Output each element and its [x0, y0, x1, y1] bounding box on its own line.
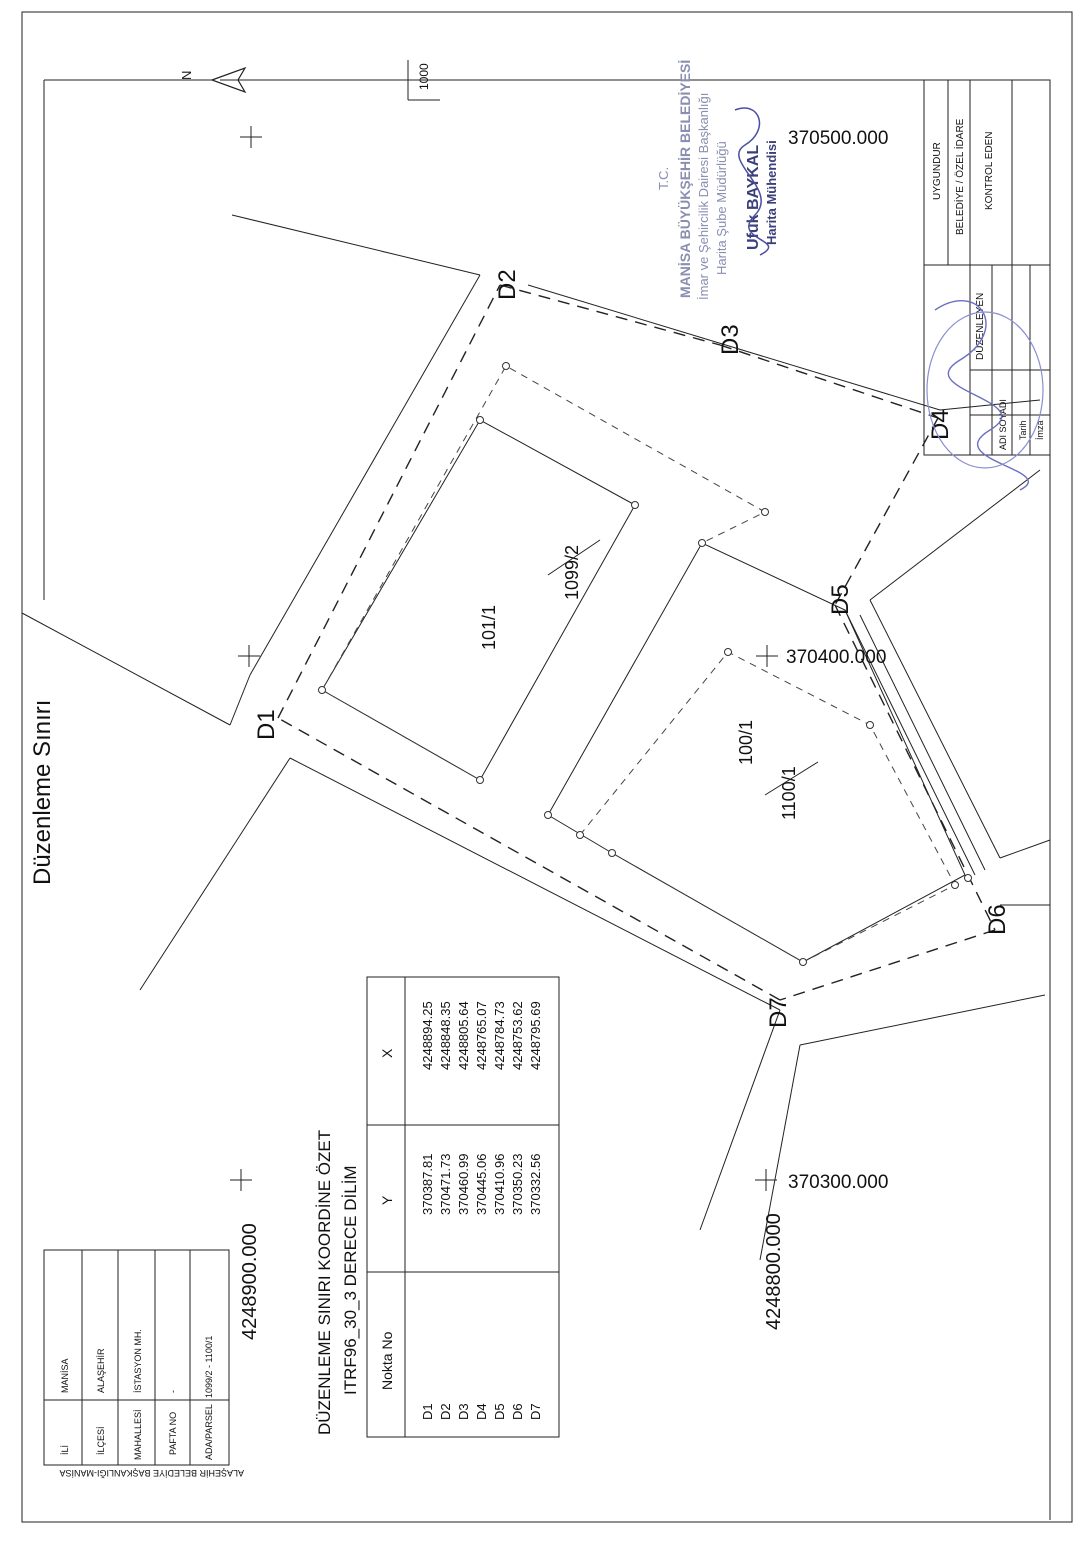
grid-label-x-4248900: 4248900.000	[239, 1223, 261, 1340]
stamp-line1: T.C.	[656, 166, 671, 190]
info-box	[44, 1250, 244, 1478]
stamp-title: Harita Mühendisi	[764, 140, 779, 245]
info-ilce-label: İLÇESİ	[96, 1426, 106, 1455]
parcel-1099-2-outer	[322, 366, 765, 690]
info-pafta-label: PAFTA NO	[168, 1411, 178, 1455]
approval-duzenleyen: DÜZENLEYEN	[975, 292, 986, 360]
parcel-label-1099-2: 1099/2	[562, 544, 582, 600]
info-il-value: MANİSA	[60, 1358, 70, 1393]
parcel-100-1	[548, 543, 965, 962]
coord-cell-x: 4248795.69	[528, 1001, 543, 1070]
parcel-label-101-1: 101/1	[479, 604, 499, 650]
coord-cell-x: 4248894.25	[420, 1001, 435, 1070]
regulation-boundary	[278, 285, 995, 1000]
coord-cell-x: 4248848.35	[438, 1001, 453, 1070]
coord-cell-y: 370471.73	[438, 1153, 453, 1215]
coord-cell-y: 370460.99	[456, 1153, 471, 1215]
coord-cell-x: 4248753.62	[510, 1001, 525, 1070]
road-lines	[22, 215, 1050, 1260]
coord-header-nokta: Nokta No	[379, 1331, 395, 1390]
point-label-d6: D6	[984, 904, 1011, 935]
coord-cell-no: D3	[456, 1403, 471, 1420]
point-label-d2: D2	[494, 269, 521, 300]
parcel-label-100-1: 100/1	[736, 719, 756, 765]
info-footer: ALAŞEHİR BELEDİYE BAŞKANLIĞI-MANİSA	[59, 1468, 244, 1478]
approval-imza: İmza	[1035, 420, 1045, 440]
grid-label-x-4248800: 4248800.000	[763, 1213, 785, 1330]
coord-cell-no: D7	[528, 1403, 543, 1420]
coord-cell-x: 4248765.07	[474, 1001, 489, 1070]
stamp-line2: MANİSA BÜYÜKŞEHİR BELEDİYESİ	[677, 59, 693, 298]
coord-header-y: Y	[379, 1195, 395, 1205]
coord-cell-y: 370387.81	[420, 1153, 435, 1215]
boundary-label: Düzenleme Sınırı	[29, 699, 56, 885]
stamp-line3: İmar ve Şehircilik Dairesi Başkanlığı	[696, 92, 711, 300]
approval-kontrol: KONTROL EDEN	[984, 131, 995, 210]
coord-cell-no: D2	[438, 1403, 453, 1420]
coord-cell-y: 370350.23	[510, 1153, 525, 1215]
parcel-101-1	[322, 420, 635, 780]
grid-label-y-370400: 370400.000	[786, 647, 887, 668]
point-label-d5: D5	[827, 584, 854, 615]
scale-label: 1000	[417, 63, 431, 90]
approval-belediye: BELEDİYE / ÖZEL İDARE	[955, 118, 966, 235]
municipality-stamp	[656, 60, 779, 300]
coord-cell-no: D1	[420, 1403, 435, 1420]
approval-adi-soyadi: ADI SOYADI	[998, 399, 1008, 450]
north-arrow-icon	[179, 68, 260, 92]
coordinate-table	[315, 977, 559, 1437]
info-ada-value: 1099/2 - 1100/1	[204, 1335, 214, 1398]
coord-cell-x: 4248784.73	[492, 1001, 507, 1070]
coord-cell-x: 4248805.64	[456, 1001, 471, 1070]
coord-cell-y: 370445.06	[474, 1153, 489, 1215]
map-border	[44, 80, 1050, 1520]
coord-header-x: X	[379, 1048, 395, 1058]
point-label-d3: D3	[717, 324, 744, 355]
coord-cell-no: D5	[492, 1403, 507, 1420]
coord-table-title1: DÜZENLEME SINIRI KOORDİNE ÖZET	[315, 1129, 334, 1435]
coord-cell-y: 370332.56	[528, 1153, 543, 1215]
coord-table-title2: ITRF96_30_3 DERECE DİLİM	[341, 1165, 360, 1395]
info-mahalle-label: MAHALLESİ	[133, 1409, 143, 1460]
north-label: N	[179, 70, 194, 80]
grid-label-y-370300: 370300.000	[788, 1172, 889, 1193]
coord-cell-no: D6	[510, 1403, 525, 1420]
info-mahalle-value: İSTASYON MH.	[133, 1329, 143, 1393]
info-ada-label: ADA/PARSEL	[204, 1404, 214, 1460]
point-label-d1: D1	[253, 709, 280, 740]
coord-cell-y: 370410.96	[492, 1153, 507, 1215]
info-il-label: İLİ	[60, 1444, 70, 1455]
parcel-label-1100-1: 1100/1	[779, 766, 799, 820]
grid-label-y-370500: 370500.000	[788, 128, 889, 149]
approval-uygundur: UYGUNDUR	[932, 142, 943, 200]
info-ilce-value: ALAŞEHİR	[96, 1348, 106, 1393]
stamp-name: Ufuk BAYKAL	[745, 144, 762, 250]
coord-rows	[420, 1001, 543, 1420]
coord-cell-no: D4	[474, 1403, 489, 1420]
point-label-d4: D4	[927, 409, 954, 440]
info-pafta-value: -	[168, 1390, 178, 1393]
approval-tarih: Tarih	[1018, 420, 1028, 440]
stamp-line4: Harita Şube Müdürlüğü	[714, 141, 729, 275]
point-label-d7: D7	[765, 997, 792, 1028]
